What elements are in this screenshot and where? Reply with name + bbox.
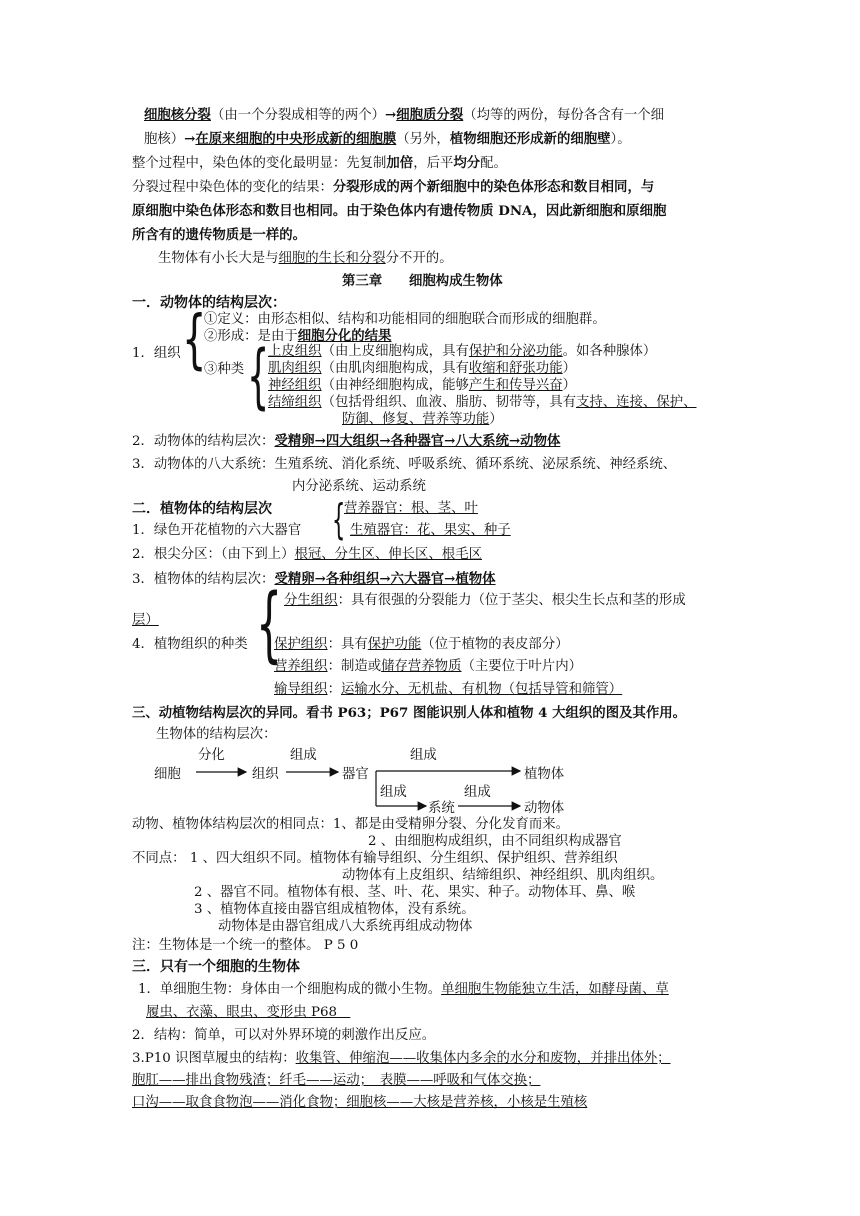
diagram-label-differentiation: 分化 — [198, 748, 225, 763]
meristem-tissue-cont: 层） — [132, 613, 159, 628]
plant-tissue-types: 4．植物组织的种类 — [132, 637, 248, 652]
diagram-node-plant: 植物体 — [524, 767, 565, 782]
text: （由神经细胞构成，能够 — [321, 378, 469, 393]
text: 2．根尖分区：（由下到上） — [132, 547, 295, 562]
similarity-1: 动物、植物体结构层次的相同点：1、都是由受精卵分裂、分化发育而来。 — [132, 817, 570, 832]
brace-icon: { — [247, 335, 270, 417]
text: 保护组织 — [274, 637, 328, 652]
text: （包括骨组织、血液、脂肪、韧带等，具有 — [321, 395, 576, 410]
tissue-definition: ①定义：由形态相似、结构和功能相同的细胞联合而形成的细胞群。 — [204, 312, 606, 327]
text: ） — [489, 412, 503, 427]
text: 分生组织 — [284, 593, 338, 608]
text: 防御、修复、营养等功能 — [342, 412, 490, 427]
text: 根冠、分生区、伸长区、根毛区 — [294, 547, 482, 562]
text: 储存营养物质 — [381, 659, 462, 674]
text: 分裂过程中染色体的变化的结果： — [132, 180, 333, 195]
difference-1: 不同点： 1 、四大组织不同。植物体有输导组织、分生组织、保护组织、营养组织 — [132, 851, 618, 866]
text: 输导组织 — [274, 682, 328, 697]
diagram-label-compose: 组成 — [380, 785, 407, 800]
cytoplasm-division: 细胞质分裂 — [396, 107, 464, 123]
text: （位于植物的表皮部分） — [421, 637, 569, 652]
text: 收集管、伸缩泡——收集体内多余的水分和废物，并排出体外； — [295, 1051, 671, 1066]
brace-icon: { — [256, 577, 283, 672]
text: 3.P10 识图草履虫的结构： — [132, 1051, 296, 1066]
arrow: → — [385, 107, 397, 123]
diagram-node-organ: 器官 — [342, 767, 369, 782]
reproductive-organs: 生殖器官：花、果实、种子 — [350, 523, 511, 538]
text: （由上皮细胞构成，具有 — [321, 344, 469, 359]
text: ）。 — [610, 132, 631, 147]
section-4-heading: 三．只有一个细胞的生物体 — [132, 959, 300, 975]
difference-3-cont: 动物体是由器官组成八大系统再组成动物体 — [218, 919, 473, 934]
text: ，后平 — [413, 156, 454, 171]
text: （均等的两份，每份各含有一个细 — [463, 108, 665, 123]
text: 生物体有小长大是与 — [158, 251, 279, 266]
difference-1-cont: 动物体有上皮组织、结缔组织、神经组织、肌肉组织。 — [342, 868, 664, 883]
text: 受精卵→四大组织→各种器官→八大系统→动物体 — [274, 433, 561, 449]
text: 神经组织 — [268, 378, 322, 393]
text: 分不开的。 — [385, 251, 453, 266]
text: 营养组织 — [274, 659, 328, 674]
text: （另外， — [396, 132, 450, 147]
text: 。如各种腺体） — [562, 344, 657, 359]
text: ：制造或 — [327, 659, 382, 674]
text: ：具有 — [327, 637, 368, 652]
eight-systems: 3．动物体的八大系统：生殖系统、消化系统、呼吸系统、循环系统、泌尿系统、神经系统、 — [132, 457, 677, 472]
text: ） — [562, 378, 576, 393]
text: 整个过程中，染色体的变化最明显：先复制 — [132, 156, 387, 171]
text: 配。 — [480, 156, 507, 171]
text: 分裂形成的两个新细胞中的染色体形态和数目相同，与 — [332, 179, 655, 195]
section-2-heading: 二．植物体的结构层次 — [132, 501, 272, 517]
tissue-types-label: ③种类 — [204, 362, 245, 377]
note: 注：生物体是一个统一的整体。 P 5 0 — [132, 938, 359, 953]
similarity-2: 2 、由细胞构成组织，由不同组织构成器官 — [368, 834, 622, 849]
diagram-node-cell: 细胞 — [154, 767, 181, 782]
text: （主要位于叶片内） — [461, 659, 582, 674]
paramecium-structure — [132, 1050, 671, 1068]
text: ） — [562, 361, 576, 376]
text: 三、动植物结构层次的异同。 — [132, 705, 307, 721]
diagram-label-compose: 组成 — [410, 748, 437, 763]
diagram-node-system: 系统 — [428, 801, 455, 816]
text: ： — [327, 682, 341, 697]
tissue-label: 1．组织 — [132, 346, 181, 361]
intro-line-5: 原细胞中染色体形态和数目也相同。由于染色体内有遗传物质 DNA，因此新细胞和原细胞 — [132, 203, 667, 219]
text: （由一个分裂成相等的两个） — [210, 108, 386, 123]
text: 看书 P63；P67 图能识别人体和植物 4 大组织的图及其作用。 — [306, 705, 687, 721]
diagram-node-animal: 动物体 — [524, 801, 565, 816]
text: 1．单细胞生物：身体由一个细胞构成的微小生物。 — [138, 982, 442, 997]
new-membrane: 在原来细胞的中央形成新的细胞膜 — [195, 131, 397, 147]
chapter-title: 第三章 细胞构成生物体 — [342, 273, 503, 289]
section-1-heading: 一．动物体的结构层次： — [132, 295, 286, 311]
text: 胞核） — [144, 132, 185, 147]
text: 细胞的生长和分裂 — [278, 251, 386, 266]
difference-3: 3 、植物体直接由器官组成植物体，没有系统。 — [194, 902, 475, 917]
brace-icon: { — [182, 303, 207, 377]
brace-icon: { — [332, 495, 346, 544]
single-cell-examples: 履虫、衣藻、眼虫、变形虫 P68 — [146, 1005, 351, 1020]
paramecium-structure-3: 口沟——取食食物泡——消化食物；细胞核——大核是营养核，小核是生殖核 — [132, 1095, 588, 1110]
structure-note: 2．结构：简单，可以对外界环境的刺激作出反应。 — [132, 1028, 436, 1043]
paramecium-structure-2: 胞肛——排出食物残渣；纤毛——运动； 表膜——呼吸和气体交换； — [132, 1073, 541, 1088]
diagram-node-tissue: 组织 — [252, 767, 279, 782]
text: 受精卵→各种组织→六大器官→植物体 — [274, 571, 496, 587]
intro-line-6: 所含有的遗传物质是一样的。 — [132, 227, 307, 243]
text: 3．植物体的结构层次： — [132, 572, 275, 587]
single-cell-organism — [138, 981, 669, 999]
text: 单细胞生物能独立生活，如酵母菌、草 — [441, 982, 669, 997]
vegetative-organs: 营养器官：根、茎、叶 — [344, 501, 478, 516]
text: 产生和传导兴奋 — [468, 378, 563, 393]
text: （由肌肉细胞构成，具有 — [321, 361, 469, 376]
text: 加倍 — [386, 155, 414, 171]
text: 上皮组织 — [268, 344, 322, 359]
arrow: → — [184, 131, 196, 147]
text: ②形成：是由于 — [204, 329, 298, 344]
text: 均分 — [453, 155, 481, 171]
text: 收缩和舒张功能 — [468, 361, 563, 376]
diagram-label-compose: 组成 — [290, 748, 317, 763]
text: 保护和分泌功能 — [468, 344, 563, 359]
six-organs: 1．绿色开花植物的六大器官 — [132, 523, 302, 538]
eight-systems-cont: 内分泌系统、运动系统 — [292, 479, 426, 494]
text: ：具有很强的分裂能力（位于茎尖、根尖生长点和茎的形成 — [337, 593, 686, 608]
text: 支持、连接、保护、 — [575, 395, 697, 410]
text: 细胞分化的结果 — [297, 328, 392, 344]
text: 肌肉组织 — [268, 361, 322, 376]
text: 结缔组织 — [268, 395, 322, 410]
text: 2．动物体的结构层次： — [132, 434, 275, 449]
plant-cell-wall: 植物细胞还形成新的细胞壁 — [449, 131, 611, 147]
bio-structure-label: 生物体的结构层次： — [156, 727, 277, 742]
text: 运输水分、无机盐、有机物（包括导管和筛管） — [340, 682, 623, 697]
text: 保护功能 — [367, 637, 422, 652]
diagram-label-compose: 组成 — [464, 785, 491, 800]
difference-2: 2 、器官不同。植物体有根、茎、叶、花、果实、种子。动物体耳、鼻、喉 — [194, 885, 636, 900]
nucleus-division: 细胞核分裂 — [144, 107, 211, 123]
